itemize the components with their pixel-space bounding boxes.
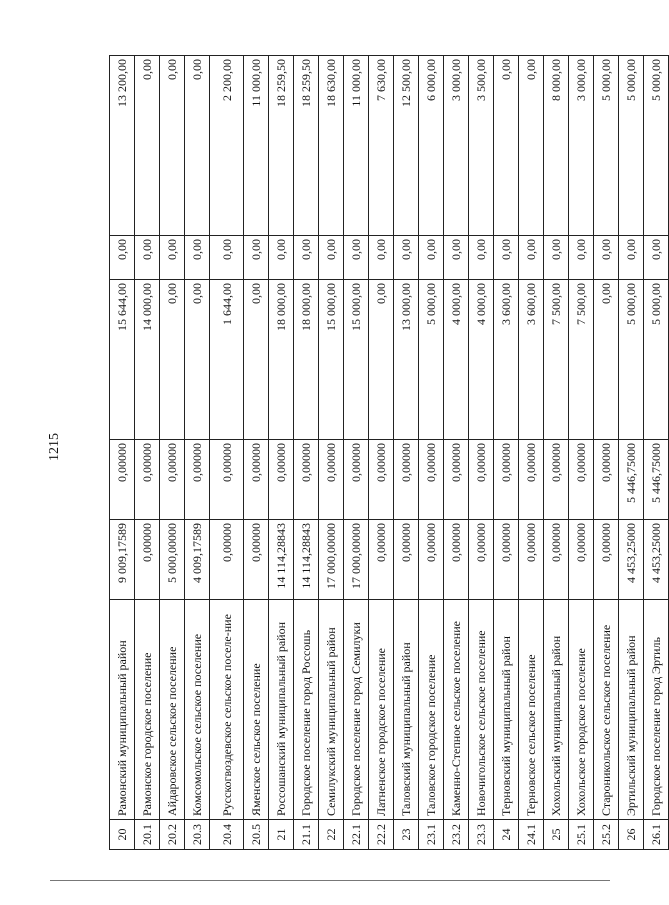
row-value-3: 3 600,00: [494, 280, 519, 440]
row-value-5: 0,00: [494, 56, 519, 236]
row-value-5: 11 000,00: [344, 56, 369, 236]
row-name: Эртильский муниципальный район: [619, 600, 644, 820]
table-row: [294, 56, 319, 850]
row-name: Хохольское городское поселение: [569, 600, 594, 820]
row-name: Каменно-Степное сельское поселение: [444, 600, 469, 820]
row-value-3: 15 644,00: [110, 280, 135, 440]
row-code: 23.2: [444, 820, 469, 850]
row-value-4: 0,00: [569, 236, 594, 280]
table-row: [519, 56, 544, 850]
row-value-5: 7 630,00: [369, 56, 394, 236]
row-value-1: 0,00000: [594, 520, 619, 600]
row-value-1: 0,00000: [210, 520, 244, 600]
row-value-4: 0,00: [135, 236, 160, 280]
row-value-4: 0,00: [544, 236, 569, 280]
row-value-2: 0,00000: [110, 440, 135, 520]
row-value-4: 0,00: [494, 236, 519, 280]
row-value-3: 5 000,00: [419, 280, 444, 440]
table-row: [619, 56, 644, 850]
row-value-1: 4 453,25000: [619, 520, 644, 600]
row-code: 25: [544, 820, 569, 850]
row-value-2: 0,00000: [544, 440, 569, 520]
table-row: [469, 56, 494, 850]
row-value-5: 6 000,00: [419, 56, 444, 236]
row-value-4: 0,00: [419, 236, 444, 280]
row-value-1: 5 000,00000: [160, 520, 185, 600]
row-name: Рамонское городское поселение: [135, 600, 160, 820]
row-value-1: 0,00000: [494, 520, 519, 600]
row-code: 21.1: [294, 820, 319, 850]
table-container: [109, 56, 663, 850]
table-row: [644, 56, 669, 850]
row-code: 20: [110, 820, 135, 850]
row-name: Айдаровское сельское поселение: [160, 600, 185, 820]
row-value-1: 0,00000: [135, 520, 160, 600]
row-value-4: 0,00: [594, 236, 619, 280]
row-value-2: 0,00000: [569, 440, 594, 520]
row-value-2: 0,00000: [519, 440, 544, 520]
row-code: 21: [269, 820, 294, 850]
row-value-5: 3 000,00: [444, 56, 469, 236]
row-name: Городское поселение город Эртиль: [644, 600, 669, 820]
row-value-1: 0,00000: [544, 520, 569, 600]
row-value-1: 4 453,25000: [644, 520, 669, 600]
row-value-1: 0,00000: [419, 520, 444, 600]
row-code: 23: [394, 820, 419, 850]
row-value-3: 5 000,00: [644, 280, 669, 440]
row-value-1: 0,00000: [244, 520, 269, 600]
row-value-2: 0,00000: [369, 440, 394, 520]
row-code: 20.1: [135, 820, 160, 850]
row-value-4: 0,00: [344, 236, 369, 280]
table-row: [419, 56, 444, 850]
row-code: 20.2: [160, 820, 185, 850]
row-value-5: 5 000,00: [644, 56, 669, 236]
row-name: Хохольский муниципальный район: [544, 600, 569, 820]
row-code: 22: [319, 820, 344, 850]
row-value-1: 17 000,00000: [319, 520, 344, 600]
row-value-2: 0,00000: [319, 440, 344, 520]
row-value-5: 5 000,00: [619, 56, 644, 236]
table-row: [344, 56, 369, 850]
row-value-3: 0,00: [244, 280, 269, 440]
row-code: 26.1: [644, 820, 669, 850]
row-value-3: 0,00: [185, 280, 210, 440]
row-value-3: 0,00: [594, 280, 619, 440]
row-value-5: 18 630,00: [319, 56, 344, 236]
row-value-5: 18 259,50: [269, 56, 294, 236]
row-value-2: 0,00000: [244, 440, 269, 520]
row-value-4: 0,00: [644, 236, 669, 280]
row-value-5: 12 500,00: [394, 56, 419, 236]
row-value-3: 7 500,00: [544, 280, 569, 440]
table-row: [269, 56, 294, 850]
row-value-1: 4 009,17589: [185, 520, 210, 600]
row-value-4: 0,00: [319, 236, 344, 280]
row-value-5: 0,00: [519, 56, 544, 236]
table-row: [135, 56, 160, 850]
row-name: Русскогвоздевское сельское поселе-ние: [210, 600, 244, 820]
row-value-2: 5 446,75000: [619, 440, 644, 520]
row-value-4: 0,00: [160, 236, 185, 280]
row-name: Яменское сельское поселение: [244, 600, 269, 820]
row-value-3: 1 644,00: [210, 280, 244, 440]
table-row: [494, 56, 519, 850]
table-row: [110, 56, 135, 850]
row-value-3: 4 000,00: [469, 280, 494, 440]
row-value-3: 0,00: [369, 280, 394, 440]
table-row: [394, 56, 419, 850]
row-code: 24.1: [519, 820, 544, 850]
row-value-5: 18 259,50: [294, 56, 319, 236]
row-value-5: 11 000,00: [244, 56, 269, 236]
row-value-2: 0,00000: [444, 440, 469, 520]
table-row: [319, 56, 344, 850]
row-value-4: 0,00: [269, 236, 294, 280]
row-value-5: 8 000,00: [544, 56, 569, 236]
table-row: [185, 56, 210, 850]
row-value-5: 2 200,00: [210, 56, 244, 236]
row-value-1: 0,00000: [569, 520, 594, 600]
row-code: 26: [619, 820, 644, 850]
row-value-1: 0,00000: [469, 520, 494, 600]
row-value-2: 0,00000: [594, 440, 619, 520]
row-value-2: 0,00000: [469, 440, 494, 520]
row-value-2: 0,00000: [135, 440, 160, 520]
row-value-3: 18 000,00: [294, 280, 319, 440]
table-row: [244, 56, 269, 850]
row-value-4: 0,00: [185, 236, 210, 280]
row-name: Староникольское сельское поселение: [594, 600, 619, 820]
row-value-3: 0,00: [160, 280, 185, 440]
row-value-3: 3 600,00: [519, 280, 544, 440]
row-value-2: 0,00000: [394, 440, 419, 520]
row-value-3: 7 500,00: [569, 280, 594, 440]
row-value-2: 0,00000: [294, 440, 319, 520]
row-value-2: 0,00000: [185, 440, 210, 520]
table-row: [569, 56, 594, 850]
row-name: Городское поселение город Россошь: [294, 600, 319, 820]
row-value-4: 0,00: [110, 236, 135, 280]
row-value-1: 0,00000: [444, 520, 469, 600]
table-row: [544, 56, 569, 850]
row-value-5: 3 000,00: [569, 56, 594, 236]
row-value-1: 0,00000: [519, 520, 544, 600]
row-value-5: 3 500,00: [469, 56, 494, 236]
row-value-2: 0,00000: [269, 440, 294, 520]
row-value-4: 0,00: [444, 236, 469, 280]
row-value-2: 0,00000: [344, 440, 369, 520]
row-name: Таловский муниципальный район: [394, 600, 419, 820]
row-value-2: 0,00000: [419, 440, 444, 520]
row-value-3: 4 000,00: [444, 280, 469, 440]
row-name: Новочигольское сельское поселение: [469, 600, 494, 820]
row-name: Комсомольское сельское поселение: [185, 600, 210, 820]
table-row: [594, 56, 619, 850]
row-value-2: 0,00000: [160, 440, 185, 520]
row-value-2: 0,00000: [494, 440, 519, 520]
row-code: 20.3: [185, 820, 210, 850]
row-code: 20.5: [244, 820, 269, 850]
table-row: [210, 56, 244, 850]
row-value-3: 5 000,00: [619, 280, 644, 440]
row-code: 22.1: [344, 820, 369, 850]
footer-divider: [50, 880, 610, 881]
row-code: 20.4: [210, 820, 244, 850]
budget-table: [109, 55, 669, 850]
row-name: Терновское сельское поселение: [519, 600, 544, 820]
row-code: 24: [494, 820, 519, 850]
row-value-4: 0,00: [519, 236, 544, 280]
row-value-3: 15 000,00: [344, 280, 369, 440]
row-code: 23.3: [469, 820, 494, 850]
row-name: Россошанский муниципальный район: [269, 600, 294, 820]
row-value-2: 5 446,75000: [644, 440, 669, 520]
row-value-1: 14 114,28843: [269, 520, 294, 600]
table-row: [160, 56, 185, 850]
row-code: 25.1: [569, 820, 594, 850]
row-name: Семилукский муниципальный район: [319, 600, 344, 820]
row-code: 25.2: [594, 820, 619, 850]
row-value-1: 17 000,00000: [344, 520, 369, 600]
table-row: [369, 56, 394, 850]
row-value-3: 18 000,00: [269, 280, 294, 440]
row-value-4: 0,00: [394, 236, 419, 280]
row-value-5: 5 000,00: [594, 56, 619, 236]
row-code: 22.2: [369, 820, 394, 850]
row-code: 23.1: [419, 820, 444, 850]
row-value-5: 0,00: [185, 56, 210, 236]
row-value-4: 0,00: [619, 236, 644, 280]
row-value-4: 0,00: [244, 236, 269, 280]
row-value-1: 0,00000: [369, 520, 394, 600]
row-value-5: 13 200,00: [110, 56, 135, 236]
row-value-5: 0,00: [160, 56, 185, 236]
row-value-3: 13 000,00: [394, 280, 419, 440]
row-value-1: 14 114,28843: [294, 520, 319, 600]
row-value-1: 0,00000: [394, 520, 419, 600]
row-value-3: 14 000,00: [135, 280, 160, 440]
row-name: Таловское городское поселение: [419, 600, 444, 820]
row-name: Терновский муниципальный район: [494, 600, 519, 820]
row-value-4: 0,00: [210, 236, 244, 280]
row-name: Городское поселение город Семилуки: [344, 600, 369, 820]
row-value-4: 0,00: [369, 236, 394, 280]
row-value-3: 15 000,00: [319, 280, 344, 440]
row-value-1: 9 009,17589: [110, 520, 135, 600]
page-number: 1215: [47, 433, 62, 461]
row-value-4: 0,00: [294, 236, 319, 280]
row-name: Латненское городское поселение: [369, 600, 394, 820]
table-row: [444, 56, 469, 850]
row-value-2: 0,00000: [210, 440, 244, 520]
row-value-5: 0,00: [135, 56, 160, 236]
row-name: Рамонский муниципальный район: [110, 600, 135, 820]
row-value-4: 0,00: [469, 236, 494, 280]
